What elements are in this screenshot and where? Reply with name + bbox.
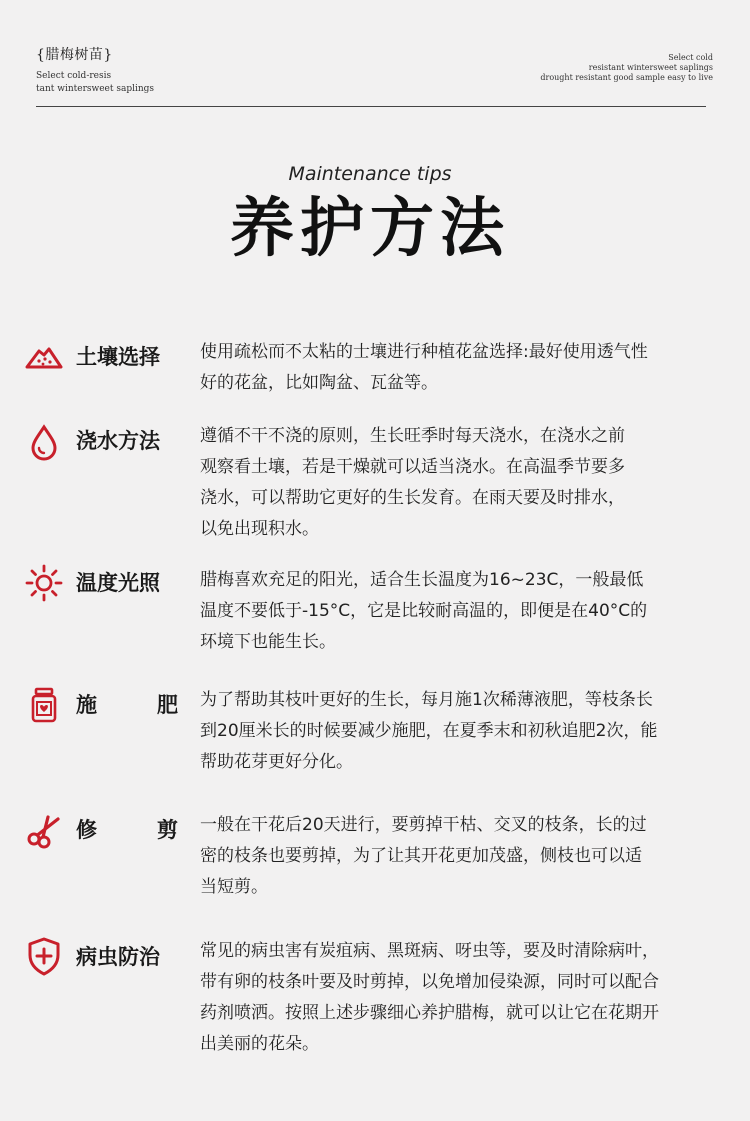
brand-title: {腊梅树苗} xyxy=(36,47,113,63)
section-label: 浇水方法 xyxy=(76,429,160,453)
section-label xyxy=(76,815,178,845)
description-line: 以免出现积水。 xyxy=(200,519,319,539)
header-divider xyxy=(36,106,706,107)
header-tagline xyxy=(540,53,713,83)
title-english: Maintenance tips xyxy=(288,163,452,185)
section-description xyxy=(200,685,720,778)
soil-pile-icon xyxy=(24,337,64,377)
description-line: 带有卵的枝条叶要及时剪掉，以免增加侵染源，同时可以配合 xyxy=(200,972,659,992)
description-line: 使用疏松而不太粘的士壤进行种植花盆选择:最好使用透气性 xyxy=(200,342,648,362)
tagline-line: drought resistant good sample easy to live xyxy=(540,73,713,82)
brand-subtitle xyxy=(36,70,154,96)
description-line: 帮助花芽更好分化。 xyxy=(200,752,353,772)
brand-subtitle-line: tant wintersweet saplings xyxy=(36,84,155,94)
water-drop-icon xyxy=(24,422,64,462)
description-line: 一般在干花后20天进行，要剪掉干枯、交叉的枝条，长的过 xyxy=(200,815,647,835)
section-label xyxy=(76,690,178,720)
tagline-line: Select cold xyxy=(668,53,713,62)
fertilizer-jar-icon xyxy=(24,685,64,725)
description-line: 密的枝条也要剪掉，为了让其开花更加茂盛，侧枝也可以适 xyxy=(200,846,642,866)
section-label-char: 修 xyxy=(76,818,97,842)
section-label-char: 剪 xyxy=(157,818,178,842)
section-label: 温度光照 xyxy=(76,571,160,595)
description-line: 观察看土壤，若是干燥就可以适当浇水。在高温季节要多 xyxy=(200,457,625,477)
section-description xyxy=(200,936,720,1060)
tagline-line: resistant wintersweet saplings xyxy=(588,63,713,72)
description-line: 腊梅喜欢充足的阳光，适合生长温度为16~23C，一般最低 xyxy=(200,570,644,590)
page-title: 养护方法 xyxy=(230,192,510,266)
section-description xyxy=(200,565,720,658)
description-line: 常见的病虫害有炭疽病、黑斑病、呀虫等，要及时清除病叶， xyxy=(200,941,659,961)
section-description xyxy=(200,810,720,903)
description-line: 当短剪。 xyxy=(200,877,268,897)
section-description xyxy=(200,421,720,545)
description-line: 为了帮助其枝叶更好的生长，每月施1次稀薄液肥，等枝条长 xyxy=(200,690,653,710)
section-description xyxy=(200,337,720,399)
brand-subtitle-line: Select cold-resis xyxy=(36,71,112,81)
section-label-char: 肥 xyxy=(157,693,178,717)
description-line: 到20厘米长的时候要减少施肥，在夏季末和初秋追肥2次，能 xyxy=(200,721,658,741)
section-label: 病虫防治 xyxy=(76,945,160,969)
description-line: 遵循不干不浇的原则，生长旺季时每天浇水，在浇水之前 xyxy=(200,426,625,446)
section-label: 土壤选择 xyxy=(76,345,160,369)
section-label-char: 施 xyxy=(76,693,97,717)
description-line: 浇水，可以帮助它更好的生长发育。在雨天要及时排水， xyxy=(200,488,625,508)
sun-icon xyxy=(24,563,64,603)
description-line: 环境下也能生长。 xyxy=(200,632,336,652)
scissors-icon xyxy=(24,811,64,851)
description-line: 温度不要低于-15°C，它是比较耐高温的，即便是在40°C的 xyxy=(200,601,648,621)
brand-block xyxy=(36,44,154,96)
description-line: 出美丽的花朵。 xyxy=(200,1034,319,1054)
shield-cross-icon xyxy=(24,936,64,976)
description-line: 药剂喷洒。按照上述步骤细心养护腊梅，就可以让它在花期开 xyxy=(200,1003,659,1023)
description-line: 好的花盆，比如陶盆、瓦盆等。 xyxy=(200,373,438,393)
